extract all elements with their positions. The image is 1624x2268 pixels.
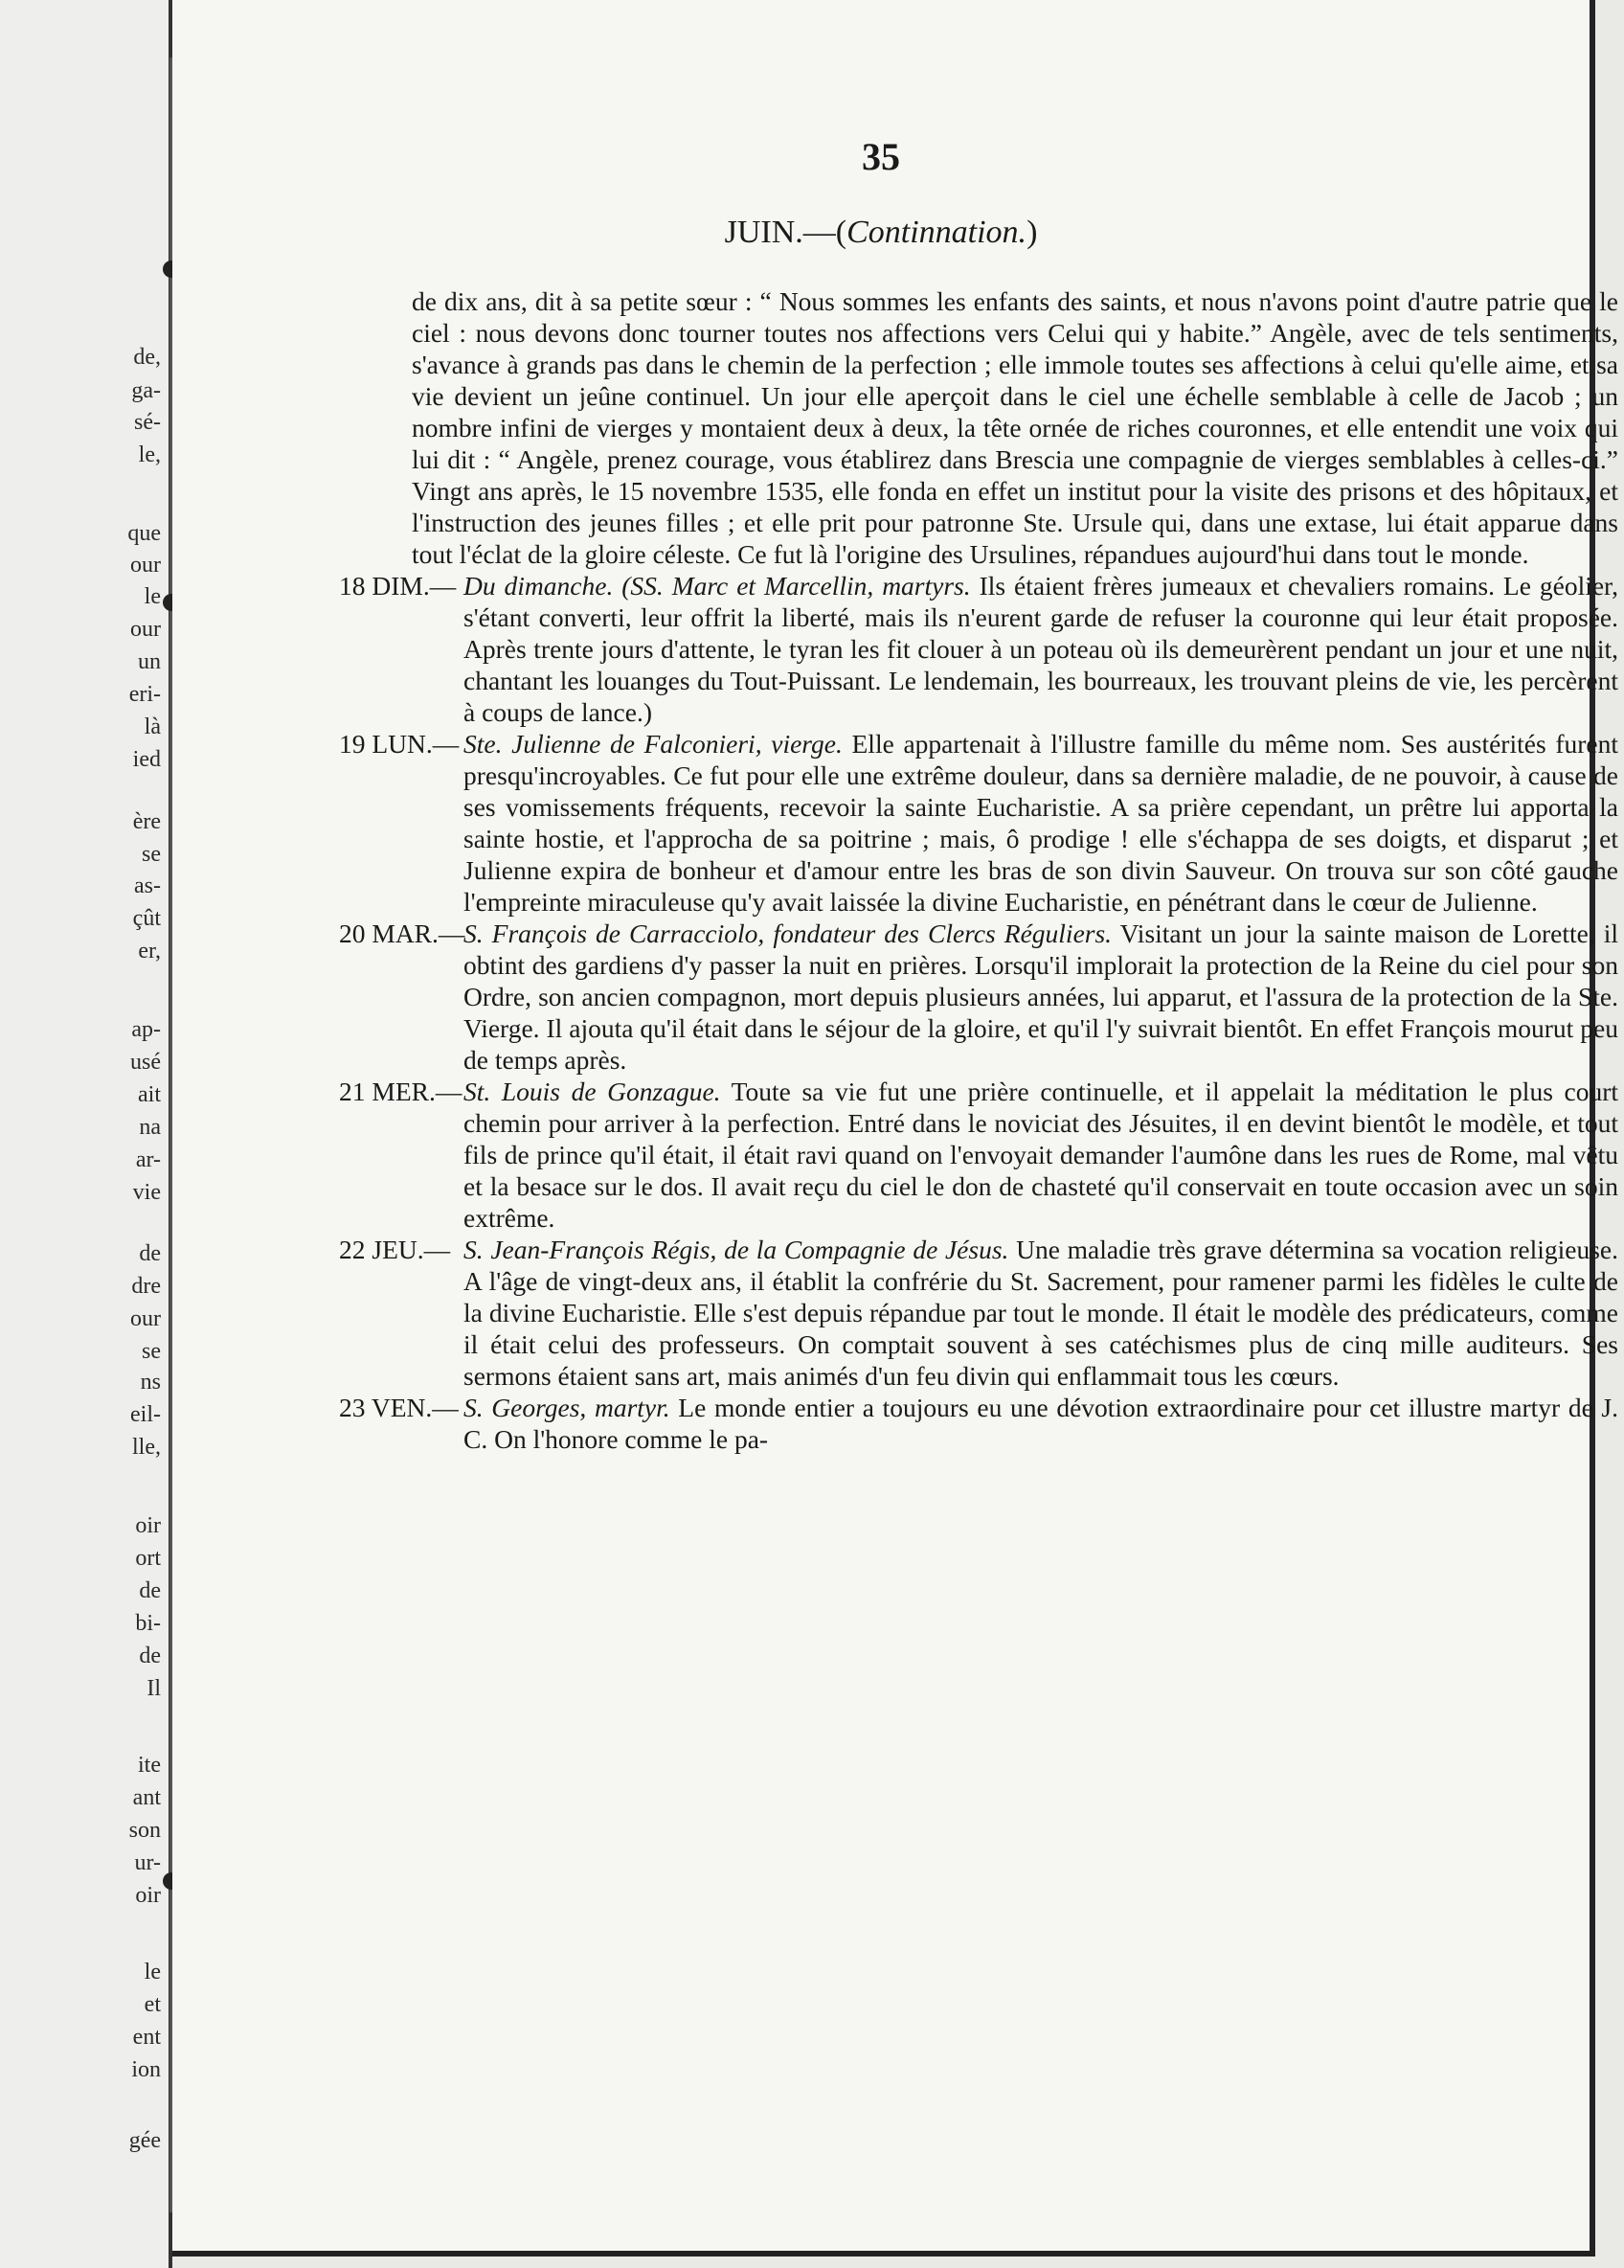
facing-page-fragment: our bbox=[130, 1306, 161, 1331]
facing-page-fragment: et bbox=[144, 1992, 161, 2017]
entry-title: S. Georges, martyr. bbox=[463, 1393, 670, 1422]
facing-page-fragment: gée bbox=[128, 2128, 161, 2153]
entry-title: Ste. Julienne de Falconieri, vierge. bbox=[463, 729, 843, 759]
entry-text: Le monde entier a toujours eu une dévotion extraordinaire pour cet illustre martyr de J. C. On l'honore comme le pa- bbox=[463, 1393, 1619, 1454]
facing-page-edge bbox=[0, 0, 172, 2268]
facing-page-fragment: de bbox=[139, 1241, 161, 1266]
facing-page-fragment: ar- bbox=[135, 1147, 161, 1172]
entry-text: Toute sa vie fut une prière continuelle, et il appelait la méditation le plus court chemin pour arriver à la perfection. Entré dans le noviciat des Jésuites, il en devint bientôt le modèle, et tout fils de prince qu'il était, il était ravi quand on l'envoyait demander l'aumône dans les rues de Rome, mal vêtu et la besace sur le dos. Il avait reçu du ciel le don de chasteté qu'il conservait en toute occasion avec un soin extrême. bbox=[463, 1077, 1618, 1233]
heading-main: JUIN.—( bbox=[724, 215, 847, 250]
facing-page-fragment: our bbox=[130, 553, 161, 578]
facing-page-fragment: eri- bbox=[128, 682, 161, 707]
page-number: 35 bbox=[862, 135, 900, 178]
page-heading bbox=[172, 215, 1590, 251]
facing-page-fragment: ort bbox=[135, 1546, 161, 1571]
facing-page-fragment: se bbox=[142, 842, 161, 867]
heading-close: ) bbox=[1026, 215, 1038, 250]
entry-title: S. François de Carracciolo, fondateur des Clercs Réguliers. bbox=[463, 919, 1113, 948]
entry-23 bbox=[339, 1392, 1619, 1455]
facing-page-fragment: our bbox=[130, 617, 161, 642]
facing-page-fragment: er, bbox=[138, 939, 161, 964]
facing-page-fragment: lle, bbox=[132, 1435, 161, 1460]
facing-page-fragment: çût bbox=[132, 906, 161, 931]
facing-page-fragment: ns bbox=[140, 1370, 161, 1395]
facing-page-fragment: que bbox=[127, 521, 161, 546]
facing-page-fragment: ent bbox=[132, 2025, 161, 2050]
entry-title: St. Louis de Gonzague. bbox=[463, 1077, 721, 1106]
entry-21 bbox=[339, 1076, 1618, 1234]
facing-page-fragment: ère bbox=[132, 809, 161, 834]
facing-page-fragment: vie bbox=[132, 1180, 161, 1205]
entry-day: 18 DIM.— bbox=[339, 571, 457, 601]
facing-page-fragment: dre bbox=[131, 1274, 161, 1299]
facing-page-fragment: usé bbox=[130, 1050, 161, 1075]
facing-page-fragment: ied bbox=[132, 747, 161, 772]
intro-paragraph: de dix ans, dit à sa petite sœur : “ Nous sommes les enfants des saints, et nous n'avons point d'autre patrie que le ciel : nous devons donc tourner toutes nos affections vers Celui qui y habite.” Angèle, avec de tels sentiments, s'avance à grands pas dans le chemin de la perfection ; elle immole toutes ses affections à celui qu'elle aime, et sa vie devient un jeûne continuel. Un jour elle aperçoit dans le ciel une échelle semblable à celle de Jacob ; un nombre infini de vierges y montaient deux à deux, la tête ornée de riches couronnes, et elle entendit une voix qui lui dit : “ Angèle, prenez courage, vous établirez dans Brescia une compagnie de vierges semblables à celles-ci.” Vingt ans après, le 15 novembre 1535, elle fonda en effet un institut pour la visite des prisons et des hôpitaux, et l'instruction des jeunes filles ; et elle prit pour patronne Ste. Ursule qui, dans une extase, lui était apparue dans tout l'éclat de la gloire céleste. Ce fut là l'origine des Ursulines, répandues aujourd'hui dans tout le monde. bbox=[412, 286, 1618, 569]
entry-day: 23 VEN.— bbox=[339, 1393, 459, 1422]
facing-page-fragment: na bbox=[139, 1115, 161, 1140]
entry-text: Une maladie très grave détermina sa vocation religieuse. A l'âge de vingt-deux ans, il établit la confrérie du St. Sacrement, pour ramener parmi les fidèles le culte de la divine Eucharistie. Elle s'est depuis répandue par tout le monde. Il était le modèle des prédicateurs, comme il était celui des professeurs. On comptait souvent à ses catéchismes plus de cinq mille auditeurs. Ses sermons étaient sans art, mais animés d'un feu divin qui enflammait tous les cœurs. bbox=[463, 1235, 1618, 1391]
entry-day: 19 LUN.— bbox=[339, 729, 460, 759]
facing-page-fragment: le, bbox=[138, 442, 161, 467]
facing-page-fragment: ion bbox=[131, 2057, 161, 2082]
entry-day: 21 MER.— bbox=[339, 1077, 462, 1106]
facing-page-fragment: sé- bbox=[134, 410, 161, 435]
facing-page-fragment: ap- bbox=[131, 1017, 161, 1042]
entry-title: Du dimanche. (SS. Marc et Marcellin, martyrs. bbox=[463, 571, 971, 601]
entry-22 bbox=[339, 1234, 1618, 1392]
facing-page-fragment: bi- bbox=[135, 1611, 161, 1636]
facing-page-fragment: ur- bbox=[134, 1850, 161, 1875]
entry-18 bbox=[339, 570, 1618, 728]
entry-text: Ils étaient frères jumeaux et chevaliers romains. Le géolier, s'étant converti, leur offrit la liberté, mais ils n'eurent garde de refuser la couronne qui leur était proposée. Après trente jours d'attente, le tyran les fit clouer à un poteau où ils demeurèrent pendant un jour et une nuit, chantant les louanges du Tout-Puissant. Le lendemain, les bourreaux, les trouvant pleins de vie, les percèrent à coups de lance.) bbox=[463, 571, 1618, 727]
facing-page-fragment: ga- bbox=[131, 378, 161, 403]
page-body bbox=[339, 285, 1619, 1455]
facing-page-fragment: se bbox=[142, 1339, 161, 1364]
facing-page-fragment: ant bbox=[132, 1785, 161, 1810]
facing-page-fragment: de, bbox=[133, 345, 161, 370]
entry-19 bbox=[339, 728, 1618, 918]
facing-page-fragment: là bbox=[144, 714, 161, 739]
facing-page-fragment: oir bbox=[135, 1883, 161, 1908]
entry-day: 22 JEU.— bbox=[339, 1235, 451, 1264]
facing-page-fragment: de bbox=[139, 1644, 161, 1668]
facing-page-fragment: ait bbox=[138, 1082, 161, 1107]
entry-day: 20 MAR.— bbox=[339, 919, 465, 948]
entry-text: Elle appartenait à l'illustre famille du même nom. Ses austérités furent presqu'incroyables. Ce fut pour elle une extrême douleur, dans sa dernière maladie, de ne pouvoir, à cause de ses vomissements fréquents, recevoir la sainte Eucharistie. A sa prière cependant, un prêtre lui apporta la sainte hostie, et l'approcha de sa poitrine ; mais, ô prodige ! elle s'échappa de ses doigts, et disparut ; et Julienne expira de bonheur et d'amour entre les bras de son divin Sauveur. On trouva sur son côté gauche l'empreinte miraculeuse qu'y avait laissée la divine Eucharistie, en pénétrant dans le cœur de Julienne. bbox=[463, 729, 1618, 917]
heading-italic: Continnation. bbox=[846, 215, 1027, 250]
facing-page-fragment: as- bbox=[134, 873, 161, 898]
entry-text: Visitant un jour la sainte maison de Lorette, il obtint des gardiens d'y passer la nuit en prières. Lorsqu'il implorait la protection de la Reine du ciel pour son Ordre, son ancien compagnon, mort depuis plusieurs années, lui apparut, et l'assura de la protection de la Ste. Vierge. Il ajouta qu'il était dans le séjour de la gloire, et qu'il l'y suivrait bientôt. En effet François mourut peu de temps après. bbox=[463, 919, 1619, 1075]
book-page bbox=[172, 0, 1619, 2257]
entry-title: S. Jean-François Régis, de la Compagnie de Jésus. bbox=[463, 1235, 1009, 1264]
facing-page-fragment: eil- bbox=[130, 1402, 161, 1427]
facing-page-fragment: son bbox=[128, 1818, 161, 1843]
entry-20 bbox=[339, 918, 1619, 1076]
facing-page-fragment: un bbox=[138, 649, 161, 674]
facing-page-fragment: le bbox=[144, 1960, 161, 1984]
facing-page-fragment: Il bbox=[147, 1676, 161, 1701]
facing-page-fragment: oir bbox=[135, 1513, 161, 1538]
facing-page-fragment: de bbox=[139, 1578, 161, 1603]
facing-page-fragment: le bbox=[144, 584, 161, 609]
facing-page-fragment: ite bbox=[138, 1753, 161, 1778]
